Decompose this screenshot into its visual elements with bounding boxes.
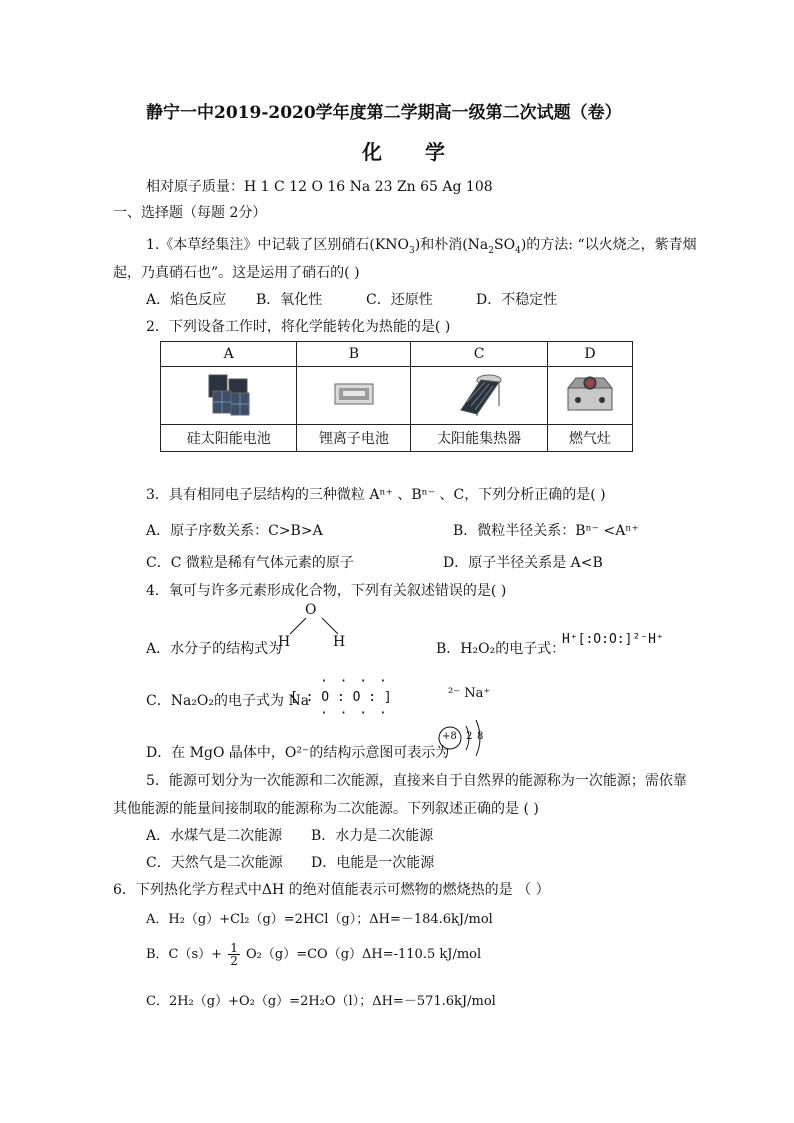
q3-option-d[interactable]: D．原子半径关系是 A<B <box>443 555 603 571</box>
q2-image-b[interactable] <box>297 367 411 425</box>
q6-option-a[interactable]: A．H₂（g）+Cl₂（g）=2HCl（g）；ΔH=－184.6kJ/mol <box>146 912 493 927</box>
q2-name-c: 太阳能集热器 <box>411 425 547 452</box>
q2-name-a: 硅太阳能电池 <box>161 425 297 452</box>
electron-dots-top: · · · · <box>320 674 389 689</box>
q1-option-b[interactable]: B．氧化性 <box>256 292 323 308</box>
q5-line2: 其他能源的能量间接制取的能源称为二次能源。下列叙述正确的是 ( ) <box>113 801 539 817</box>
q5-option-b[interactable]: B．水力是二次能源 <box>311 828 434 844</box>
q4-option-b[interactable]: B．H₂O₂的电子式： <box>436 641 566 657</box>
ion-structure-diagram <box>436 716 496 770</box>
q4-option-a[interactable]: A．水分子的结构式为 <box>146 641 283 657</box>
h2o2-electron-formula: H⁺[:O:O:]²⁻H⁺ <box>562 632 664 647</box>
q6-option-b[interactable]: B．C（s）+ $\frac{1}{2}$ O₂（g）=CO（g）ΔH=-110.5 kJ/mol <box>146 941 482 968</box>
q6-option-c[interactable]: C．2H₂（g）+O₂（g）=2H₂O（l）；ΔH=－571.6kJ/mol <box>146 994 496 1009</box>
q2-image-c[interactable] <box>411 367 547 425</box>
q2-options-table <box>160 341 633 452</box>
q4-option-d[interactable]: D．在 MgO 晶体中，O²⁻的结构示意图可表示为 <box>146 745 450 761</box>
q2-name-d: 燃气灶 <box>547 425 632 452</box>
q5-option-c[interactable]: C．天然气是二次能源 <box>146 855 283 871</box>
shell-1-electrons: 2 <box>466 731 473 742</box>
q3-stem: 3．具有相同电子层结构的三种微粒 Aⁿ⁺ 、Bⁿ⁻ 、C，下列分析正确的是( ) <box>146 487 606 503</box>
solar-heater-icon <box>455 372 503 416</box>
fraction-one-half: $\frac{1}{2}$ <box>230 941 238 968</box>
water-o-atom: O <box>305 602 317 618</box>
solar-panel-icon <box>207 371 251 417</box>
q2-image-a[interactable] <box>161 367 297 425</box>
na2o2-bracket: [ : O : O : ] <box>290 690 392 705</box>
q4-stem: 4．氧可与许多元素形成化合物，下列有关叙述错误的是( ) <box>146 583 507 599</box>
q2-name-b: 锂离子电池 <box>297 425 411 452</box>
q2-image-d[interactable] <box>547 367 632 425</box>
q3-option-b[interactable]: B．微粒半径关系：Bⁿ⁻ <Aⁿ⁺ <box>453 523 639 539</box>
na2o2-charge: ²⁻ Na⁺ <box>448 686 491 701</box>
water-h-atom-2: H <box>333 634 346 650</box>
exam-title: 静宁一中2019-2020学年度第二学期高一级第二次试题（卷） <box>146 103 622 123</box>
q5-option-a[interactable]: A．水煤气是二次能源 <box>146 828 283 844</box>
q6-stem: 6．下列热化学方程式中ΔH 的绝对值能表示可燃物的燃烧热的是 （ ） <box>113 882 550 898</box>
gas-stove-icon <box>564 372 616 416</box>
nucleus-charge: +8 <box>442 731 457 742</box>
battery-icon <box>333 379 375 409</box>
q2-header-a: A <box>161 342 297 367</box>
q1-option-d[interactable]: D．不稳定性 <box>476 292 558 308</box>
q3-option-a[interactable]: A．原子序数关系：C>B>A <box>146 523 323 539</box>
q5-line1: 5．能源可划分为一次能源和二次能源，直接来自于自然界的能源称为一次能源；需依靠 <box>146 773 687 789</box>
water-structure <box>276 600 366 660</box>
shell-2-electrons: 8 <box>477 731 484 742</box>
q2-header-b: B <box>297 342 411 367</box>
section-heading: 一、选择题（每题 2分） <box>113 205 267 221</box>
q2-stem: 2．下列设备工作时，将化学能转化为热能的是( ) <box>146 319 451 335</box>
electron-dots-bottom: · · · · <box>320 706 389 721</box>
q1-line2: 起，乃真硝石也”。这是运用了硝石的( ) <box>113 265 360 281</box>
q2-header-c: C <box>411 342 547 367</box>
q1-line1: 1.《本草经集注》中记载了区别硝石$(KNO_3)$和朴消$(Na_2SO_4)$的方法: “以火烧之，紫青烟 <box>146 237 697 256</box>
atomic-masses: 相对原子质量：H 1 C 12 O 16 Na 23 Zn 65 Ag 108 <box>146 179 493 195</box>
subject-title: 化 学 <box>362 140 463 164</box>
q1-option-c[interactable]: C．还原性 <box>366 292 433 308</box>
q5-option-d[interactable]: D．电能是一次能源 <box>311 855 435 871</box>
water-h-atom-1: H <box>278 634 291 650</box>
q2-header-d: D <box>547 342 632 367</box>
q3-option-c[interactable]: C．C 微粒是稀有气体元素的原子 <box>146 555 354 571</box>
q1-option-a[interactable]: A．焰色反应 <box>146 292 227 308</box>
q4-option-c[interactable]: C．Na₂O₂的电子式为 Na <box>146 693 310 709</box>
